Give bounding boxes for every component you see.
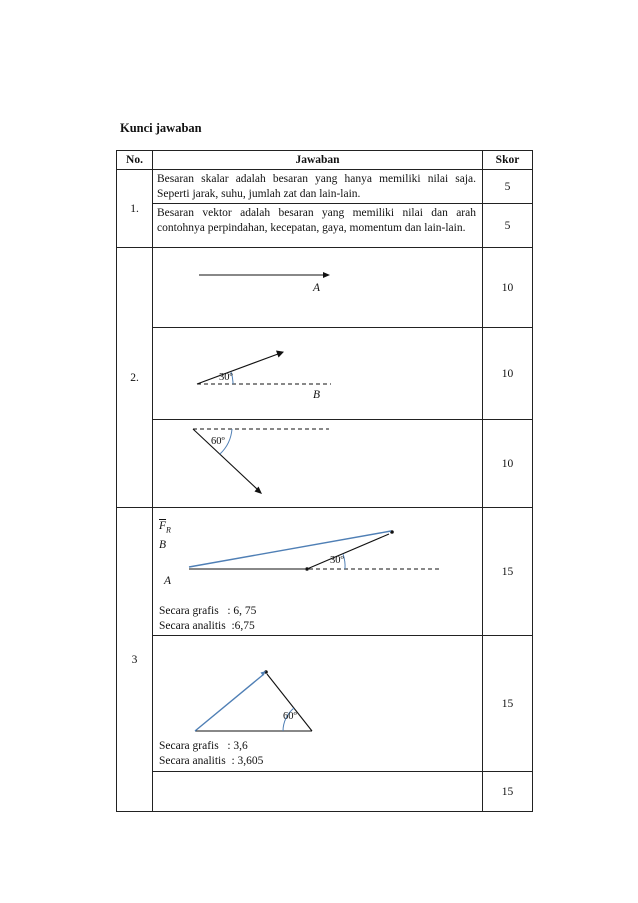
header-row: [117, 151, 533, 170]
q2-number: 2.: [117, 248, 153, 508]
q3-score-3: 15: [483, 772, 533, 812]
q3-row-1: [117, 508, 533, 636]
q3a-analytical-result: Secara analitis :6,75: [159, 620, 255, 632]
q2-row-3: [117, 420, 533, 508]
triangle-side-line: [267, 674, 312, 731]
q3b-analytical-result: Secara analitis : 3,605: [159, 755, 264, 767]
q2-score-2: 10: [483, 328, 533, 420]
vector-b-diagram: [153, 328, 483, 420]
resultant-sub: R: [166, 525, 171, 535]
q3-score-1: 15: [483, 508, 533, 636]
section-title: Kunci jawaban: [120, 121, 202, 135]
q2-score-3: 10: [483, 420, 533, 508]
vector-c-angle-label: 60º: [211, 436, 225, 447]
q3-number: 3: [117, 508, 153, 812]
vector-sum-a-label: A⃗: [164, 575, 180, 587]
q1-answer-vector: Besaran vektor adalah besaran yang memiliki nilai dan arah contohnya perpindahan, kecepatan, gaya, momentum dan lain-lain.: [153, 204, 483, 248]
header-jawaban: Jawaban: [153, 151, 483, 170]
q2-score-1: 10: [483, 248, 533, 328]
q3-score-2: 15: [483, 636, 533, 772]
q3b-graphical-result: Secara grafis : 3,6: [159, 740, 248, 752]
q3a-graphical-result: Secara grafis : 6, 75: [159, 605, 257, 617]
q3-row-3: [117, 772, 533, 812]
q1-number: 1.: [117, 170, 153, 248]
q2-figure-b: [153, 328, 483, 420]
vector-c-line: [193, 429, 257, 489]
q1-row-b: [117, 204, 533, 248]
q1-score-a: 5: [483, 170, 533, 204]
vector-b-label: B⃗: [313, 389, 329, 401]
header-skor: Skor: [483, 151, 533, 170]
q1-score-b: 5: [483, 204, 533, 248]
vector-sum-resultant-line: [189, 531, 391, 567]
q2-figure-c: [153, 420, 483, 508]
q2-row-2: [117, 328, 533, 420]
vector-b-line: [197, 354, 278, 384]
answer-key-table: [116, 150, 533, 812]
triangle-resultant-line: [195, 674, 264, 731]
vector-a-label: A⃗: [313, 282, 329, 294]
resultant-f: $\overline{F}$: [159, 520, 167, 532]
header-no: No.: [117, 151, 153, 170]
q3-figure-c: [153, 772, 483, 812]
q3-row-2: [117, 636, 533, 772]
vector-b-angle-label: 30º: [219, 372, 233, 383]
vector-a-arrowhead: [323, 272, 330, 278]
vector-sum-resultant-label: [159, 520, 171, 534]
vector-sum-angle-label: 30º: [330, 555, 344, 566]
q1-answer-scalar: Besaran skalar adalah besaran yang hanya memiliki nilai saja. Seperti jarak, suhu, jumlah zat dan lain-lain.: [153, 170, 483, 204]
q2-figure-a: [153, 248, 483, 328]
vector-sum-b-label: B⃗: [159, 539, 175, 551]
vector-c-diagram: [153, 420, 483, 508]
q1-row-a: [117, 170, 533, 204]
triangle-angle-label: 60º: [283, 711, 297, 722]
q3-figure-a: [153, 508, 483, 636]
q2-row-1: [117, 248, 533, 328]
q3-figure-b: [153, 636, 483, 772]
